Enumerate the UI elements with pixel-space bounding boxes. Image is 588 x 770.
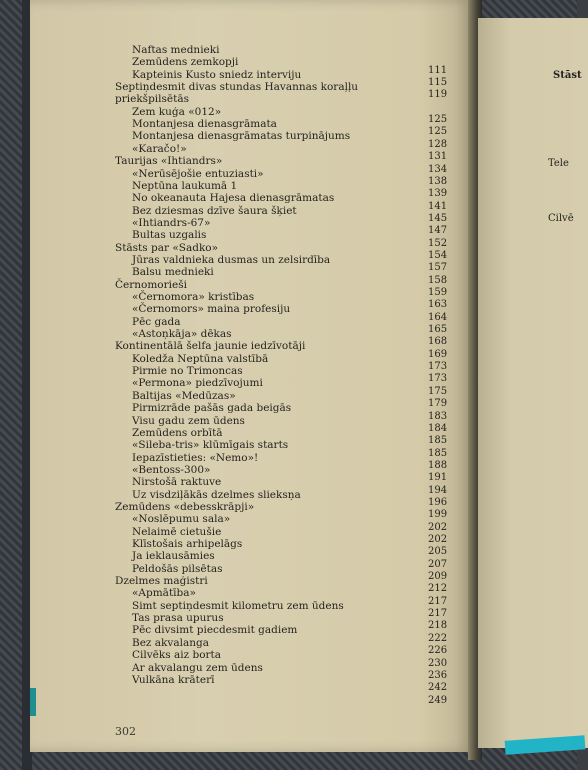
toc-entry-title: Pirmie no Trimoncas — [132, 365, 243, 378]
toc-entry — [132, 538, 242, 550]
toc-entry — [132, 377, 263, 389]
toc-entry-title: Montanjesa dienasgrāmatas turpinājums — [132, 130, 351, 143]
toc-entry — [132, 192, 334, 204]
toc-entry-page: 183 — [428, 410, 448, 422]
toc-entry-title: Visu gadu zem ūdens — [132, 414, 245, 427]
toc-entry — [132, 415, 245, 427]
toc-entry-title: «Černomors» maina profesiju — [132, 303, 291, 316]
toc-entry — [132, 464, 210, 476]
toc-entry-page: 145 — [428, 212, 448, 224]
toc-entry — [132, 649, 221, 661]
toc-entry — [132, 130, 350, 142]
toc-entry — [132, 266, 214, 278]
toc-entry — [115, 501, 254, 513]
toc-entry — [132, 44, 220, 56]
toc-entry-page: 131 — [428, 151, 448, 163]
toc-entry-page: 154 — [428, 249, 448, 261]
toc-entry — [115, 279, 187, 291]
toc-entry-page: 179 — [428, 398, 448, 410]
toc-entry — [132, 662, 263, 674]
toc-entry-page: 236 — [428, 669, 448, 681]
toc-entry-page: 134 — [428, 163, 448, 175]
toc-entry-title: Nirstošā raktuve — [132, 476, 222, 489]
toc-entry — [115, 340, 305, 352]
toc-entry — [132, 476, 221, 488]
toc-entry-page: 205 — [428, 546, 448, 558]
toc-entry — [132, 143, 187, 155]
toc-entry-title: Zemūdens orbītā — [132, 426, 223, 439]
toc-entry-page: 119 — [428, 89, 448, 101]
toc-entry — [132, 526, 221, 538]
toc-entry — [132, 69, 301, 81]
toc-entry — [132, 118, 277, 130]
toc-entry — [132, 217, 210, 229]
toc-entry-page: 222 — [428, 632, 448, 644]
toc-entry-page: 169 — [428, 348, 448, 360]
toc-entry-page: 212 — [428, 583, 448, 595]
toc-entry-page: 217 — [428, 608, 448, 620]
toc-entry-title: Bultas uzgalis — [132, 229, 207, 242]
toc-entry-title: Zemūdens «debesskrāpji» — [115, 500, 255, 513]
toc-entry-page: 194 — [428, 484, 448, 496]
toc-entry-page: 152 — [428, 237, 448, 249]
toc-entry-title: Kapteinis Kusto sniedz interviju — [132, 68, 302, 81]
teal-cover-edge — [30, 688, 36, 716]
toc-entry-title: «Bentoss-300» — [132, 463, 211, 476]
toc-entry — [132, 254, 330, 266]
toc-entry — [132, 291, 254, 303]
toc-entry-page: 185 — [428, 435, 448, 447]
toc-entry — [132, 106, 221, 118]
toc-entry — [132, 489, 301, 501]
toc-entry-title: Septiņdesmit divas stundas Havannas koraļļu — [115, 81, 359, 94]
toc-entry-page: 125 — [428, 114, 448, 126]
toc-entry-page: 168 — [428, 336, 448, 348]
toc-entry-page: 147 — [428, 225, 448, 237]
toc-entry-title: Neptūna laukumā 1 — [132, 179, 238, 192]
right-page — [478, 18, 588, 748]
toc-entry — [132, 205, 297, 217]
toc-entry-page: 218 — [428, 620, 448, 632]
left-page — [30, 0, 472, 752]
toc-entry — [132, 316, 180, 328]
toc-entry-title: Ar akvalangu zem ūdens — [132, 661, 263, 674]
toc-entry-title: Pēc divsimt piecdesmit gadiem — [132, 624, 298, 637]
toc-entry — [132, 402, 291, 414]
toc-entry-page: 163 — [428, 299, 448, 311]
toc-entry-page: 217 — [428, 595, 448, 607]
toc-entry — [132, 439, 288, 451]
toc-entry — [132, 637, 209, 649]
toc-entry-page: 125 — [428, 126, 448, 138]
toc-entry-title: Naftas mednieki — [132, 44, 220, 56]
toc-entry-page: 138 — [428, 175, 448, 187]
toc-entry-page: 209 — [428, 571, 448, 583]
toc-entry-title: Pēc gada — [132, 315, 181, 328]
toc-entry — [132, 513, 230, 525]
toc-entry-page: 128 — [428, 138, 448, 150]
toc-entry-page: 226 — [428, 645, 448, 657]
toc-entry-page: 173 — [428, 361, 448, 373]
toc-entry-title: Zemūdens zemkopji — [132, 56, 239, 69]
toc-entry — [132, 365, 243, 377]
toc-entry-title: Vulkāna krāterī — [132, 673, 215, 686]
toc-entry-page: 165 — [428, 324, 448, 336]
toc-entry — [132, 600, 344, 612]
toc-entry-title: «Sileba-tris» klūmīgais starts — [132, 439, 289, 452]
toc-entry-title: Bez akvalanga — [132, 636, 209, 649]
toc-entry-page: 158 — [428, 274, 448, 286]
toc-entry-title: Taurijas «Ihtiandrs» — [115, 155, 223, 168]
toc-entry-title: Jūras valdnieka dusmas un zelsirdība — [132, 253, 331, 266]
toc-entry-title: Dzelmes maģistri — [115, 575, 208, 588]
toc-entry — [132, 328, 232, 340]
toc-entry-title: «Karačo!» — [132, 142, 187, 155]
toc-entry — [132, 168, 264, 180]
toc-entry-title: Klīstošais arhipelāgs — [132, 538, 243, 550]
toc-entry-title: Montanjesa dienasgrāmata — [132, 118, 277, 131]
toc-entry — [115, 242, 218, 254]
toc-entry-page: 188 — [428, 459, 448, 471]
toc-entry-title: priekšpilsētās — [115, 93, 189, 106]
toc-entry-page: 157 — [428, 262, 448, 274]
toc-entry — [115, 575, 208, 587]
right-page-fragment: Tele — [548, 158, 569, 169]
toc-entry-page: 191 — [428, 472, 448, 484]
right-page-fragment: Stāst — [553, 70, 582, 81]
toc-entry-title: Koledža Neptūna valstībā — [132, 352, 269, 365]
right-page-fragment: Cilvē — [548, 213, 574, 224]
toc-entry-title: «Apmātība» — [132, 587, 196, 600]
toc-entry-title: Ja ieklausāmies — [132, 550, 215, 563]
toc-entry — [115, 81, 358, 93]
toc-entry-page: 202 — [428, 521, 448, 533]
toc-entry-title: Peldošās pilsētas — [132, 562, 223, 575]
toc-entry — [132, 587, 196, 599]
toc-entry-title: Cilvēks aiz borta — [132, 649, 222, 662]
toc-entry-page: 185 — [428, 447, 448, 459]
toc-entry — [132, 427, 223, 439]
toc-entry-title: Uz visdziļākās dzelmes slieksņa — [132, 488, 301, 501]
toc-entry-title: «Černomora» kristības — [132, 291, 255, 303]
toc-entry — [132, 452, 258, 464]
toc-entry-title: «Permona» piedzīvojumi — [132, 377, 263, 390]
toc-entry-page: 207 — [428, 558, 448, 570]
toc-entry-title: «Ihtiandrs-67» — [132, 216, 211, 229]
toc-entry-page: 184 — [428, 422, 448, 434]
toc-entry-title: Pirmizrāde pašās gada beigās — [132, 402, 292, 415]
toc-entry — [132, 674, 214, 686]
toc-entry-page: 111 — [428, 64, 448, 76]
toc-entry — [132, 612, 224, 624]
toc-entry-title: Simt septiņdesmit kilometru zem ūdens — [132, 599, 344, 612]
toc-entry-title: Zem kuģa «012» — [132, 105, 222, 118]
toc-entry-page: 141 — [428, 200, 448, 212]
toc-entry-page: 242 — [428, 682, 448, 694]
toc-entry — [115, 155, 222, 167]
toc-entry-title: Černomorieši — [115, 278, 187, 291]
toc-entry-page: 175 — [428, 385, 448, 397]
toc-entry-page: 115 — [428, 77, 448, 89]
toc-entry — [132, 56, 238, 68]
toc-entry-title: «Nerūsējošie entuziasti» — [132, 167, 264, 180]
toc-entry — [132, 303, 290, 315]
toc-entry-page: 202 — [428, 534, 448, 545]
toc-entry-title: Baltijas «Medūzas» — [132, 389, 236, 402]
toc-entry-title: Balsu mednieki — [132, 266, 214, 279]
toc-entry-page: 249 — [428, 694, 448, 706]
toc-entry — [132, 390, 236, 402]
toc-entry-page: 139 — [428, 188, 448, 200]
toc-entry-title: Stāsts par «Sadko» — [115, 241, 219, 254]
toc-entry-title: Iepazīstieties: «Nemo»! — [132, 451, 259, 464]
toc-entry — [132, 229, 206, 241]
toc-entry — [132, 624, 297, 636]
toc-entry-page: 199 — [428, 509, 448, 521]
toc-entry-title: Tas prasa upurus — [132, 612, 224, 625]
toc-entry-page: 159 — [428, 287, 448, 298]
toc-entry — [115, 93, 189, 105]
toc-entry-title: Kontinentālā šelfa jaunie iedzīvotāji — [115, 340, 306, 353]
toc-entry-title: No okeanauta Hajesa dienasgrāmatas — [132, 192, 335, 205]
toc-entry — [132, 180, 237, 192]
toc-entry-page: 164 — [428, 311, 448, 323]
toc-entry-title: Bez dziesmas dzīve šaura šķiet — [132, 204, 297, 217]
toc-entry-title: «Astoņkāja» dēkas — [132, 328, 232, 341]
toc-entry — [132, 563, 223, 575]
toc-entry-page: 173 — [428, 373, 448, 385]
toc-entry — [132, 550, 215, 562]
toc-entry — [132, 353, 268, 365]
toc-entry-page: 230 — [428, 657, 448, 669]
table-of-contents — [30, 0, 472, 752]
toc-entry-page: 196 — [428, 496, 448, 508]
toc-entry-title: Nelaimē cietušie — [132, 525, 222, 538]
page-number: 302 — [115, 725, 136, 738]
toc-entry-title: «Noslēpumu sala» — [132, 513, 231, 526]
